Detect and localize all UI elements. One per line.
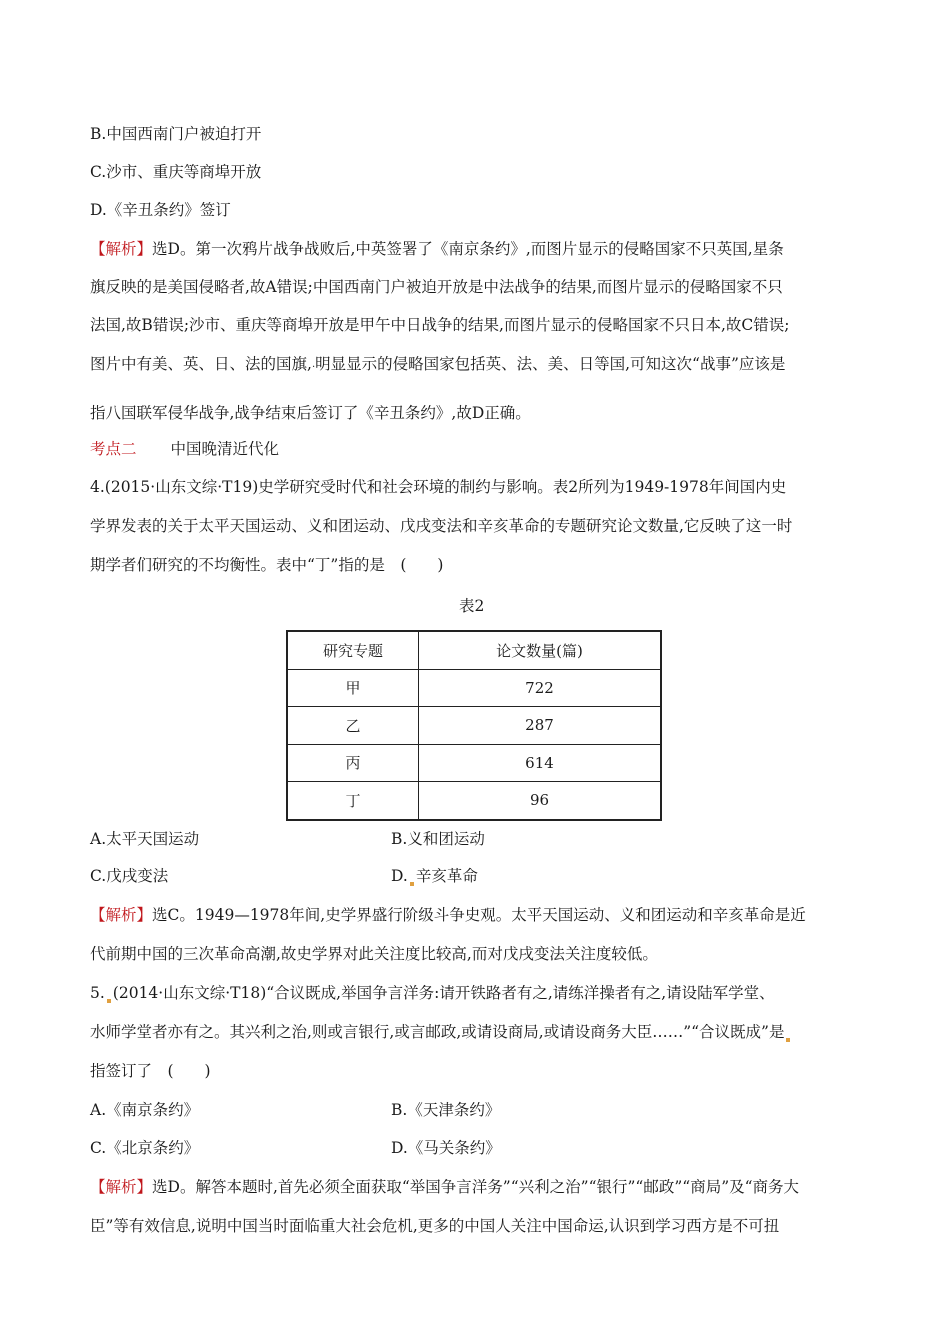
table-row: [287, 782, 661, 820]
q4-stem-line-1: 4.(2015·山东文综·T19)史学研究受时代和社会环境的制约与影响。表2所列为1949-1978年间国内史: [90, 478, 787, 496]
q4-stem-line-3: 期学者们研究的不均衡性。表中“丁”指的是 ( ): [90, 556, 444, 574]
q5-option-c: C.《北京条约》: [90, 1139, 200, 1157]
analysis-tag: 【解析】: [90, 906, 153, 924]
section-label: 考点二: [90, 440, 137, 458]
q4-options-row-2: [90, 866, 790, 886]
q4-option-d: D. 辛亥革命: [391, 867, 478, 885]
data-table: [286, 630, 662, 821]
table-caption: 表2: [459, 597, 485, 615]
mark-icon: [107, 999, 111, 1003]
q3-option-d: D.《辛丑条约》签订: [90, 201, 231, 219]
table-cell: 乙: [287, 707, 419, 745]
q5-analysis-line-2: 臣”等有效信息,说明中国当时面临重大社会危机,更多的中国人关注中国命运,认识到学习西方是不可扭: [90, 1217, 780, 1235]
q5-stem-line-2: 水师学堂者亦有之。其兴利之治,则或言银行,或言邮政,或请设商局,或请设商务大臣……”“合议既成”是: [90, 1022, 792, 1042]
q5-stem-line-1: 5. (2014·山东文综·T18)“合议既成,举国争言洋务:请开铁路者有之,请练洋操者有之,请设陆军学堂、: [90, 984, 775, 1002]
q4-stem-line-2: 学界发表的关于太平天国运动、义和团运动、戊戌变法和辛亥革命的专题研究论文数量,它反映了这一时: [90, 517, 793, 535]
q5-analysis-line-1: 【解析】选D。解答本题时,首先必须全面获取“举国争言洋务”“兴利之治”“银行”“邮政”“商局”及“商务大: [90, 1178, 800, 1196]
q4-option-c: C.戊戌变法: [90, 867, 169, 885]
mark-icon: [786, 1038, 790, 1042]
table-header-row: [287, 631, 661, 669]
table-cell: 96: [419, 782, 662, 820]
q3-option-c: C.沙市、重庆等商埠开放: [90, 163, 262, 181]
q4-option-a: A.太平天国运动: [90, 830, 200, 848]
q5-options-row-2: [90, 1138, 790, 1158]
q5-option-a: A.《南京条约》: [90, 1101, 200, 1119]
q3-analysis-line-2: 旗反映的是美国侵略者,故A错误;中国西南门户被迫开放是中法战争的结果,而图片显示的侵略国家不只: [90, 278, 783, 296]
analysis-tag: 【解析】: [90, 1178, 153, 1196]
table-cell: 丙: [287, 744, 419, 782]
q4-analysis-line-2: 代前期中国的三次革命高潮,故史学界对此关注度比较高,而对戊戌变法关注度较低。: [90, 945, 658, 963]
q3-analysis-line-1: 【解析】选D。第一次鸦片战争战败后,中英签署了《南京条约》,而图片显示的侵略国家不只英国,星条: [90, 240, 784, 258]
q3-analysis-line-5: 指八国联军侵华战争,战争结束后签订了《辛丑条约》,故D正确。: [90, 404, 531, 422]
section-heading: [90, 439, 279, 459]
q5-stem-line-3: 指签订了 ( ): [90, 1062, 211, 1080]
q5-option-b: B.《天津条约》: [391, 1101, 501, 1119]
q3-analysis-line-3: 法国,故B错误;沙市、重庆等商埠开放是甲午中日战争的结果,而图片显示的侵略国家不只日本,故C错误;: [90, 316, 790, 334]
q5-options-row-1: [90, 1100, 790, 1120]
table-cell: 287: [419, 707, 662, 745]
q5-option-d: D.《马关条约》: [391, 1139, 501, 1157]
table-header: 研究专题: [287, 631, 419, 669]
table-header: 论文数量(篇): [419, 631, 662, 669]
q4-options-row-1: [90, 829, 790, 849]
q3-analysis-line-4: 图片中有美、英、日、法的国旗,.明显显示的侵略国家包括英、法、美、日等国,可知这次“战事”应该是: [90, 355, 786, 373]
mark-icon: [410, 882, 414, 886]
analysis-tag: 【解析】: [90, 240, 153, 258]
table-row: [287, 669, 661, 707]
section-title: 中国晚清近代化: [170, 440, 280, 458]
table-cell: 614: [419, 744, 662, 782]
table-row: [287, 707, 661, 745]
table-cell: 甲: [287, 669, 419, 707]
table-cell: 722: [419, 669, 662, 707]
table-row: [287, 744, 661, 782]
q4-analysis-line-1: 【解析】选C。1949—1978年间,史学界盛行阶级斗争史观。太平天国运动、义和团运动和辛亥革命是近: [90, 906, 806, 924]
table-cell: 丁: [287, 782, 419, 820]
q3-option-b: B.中国西南门户被迫打开: [90, 125, 262, 143]
q4-option-b: B.义和团运动: [391, 830, 485, 848]
